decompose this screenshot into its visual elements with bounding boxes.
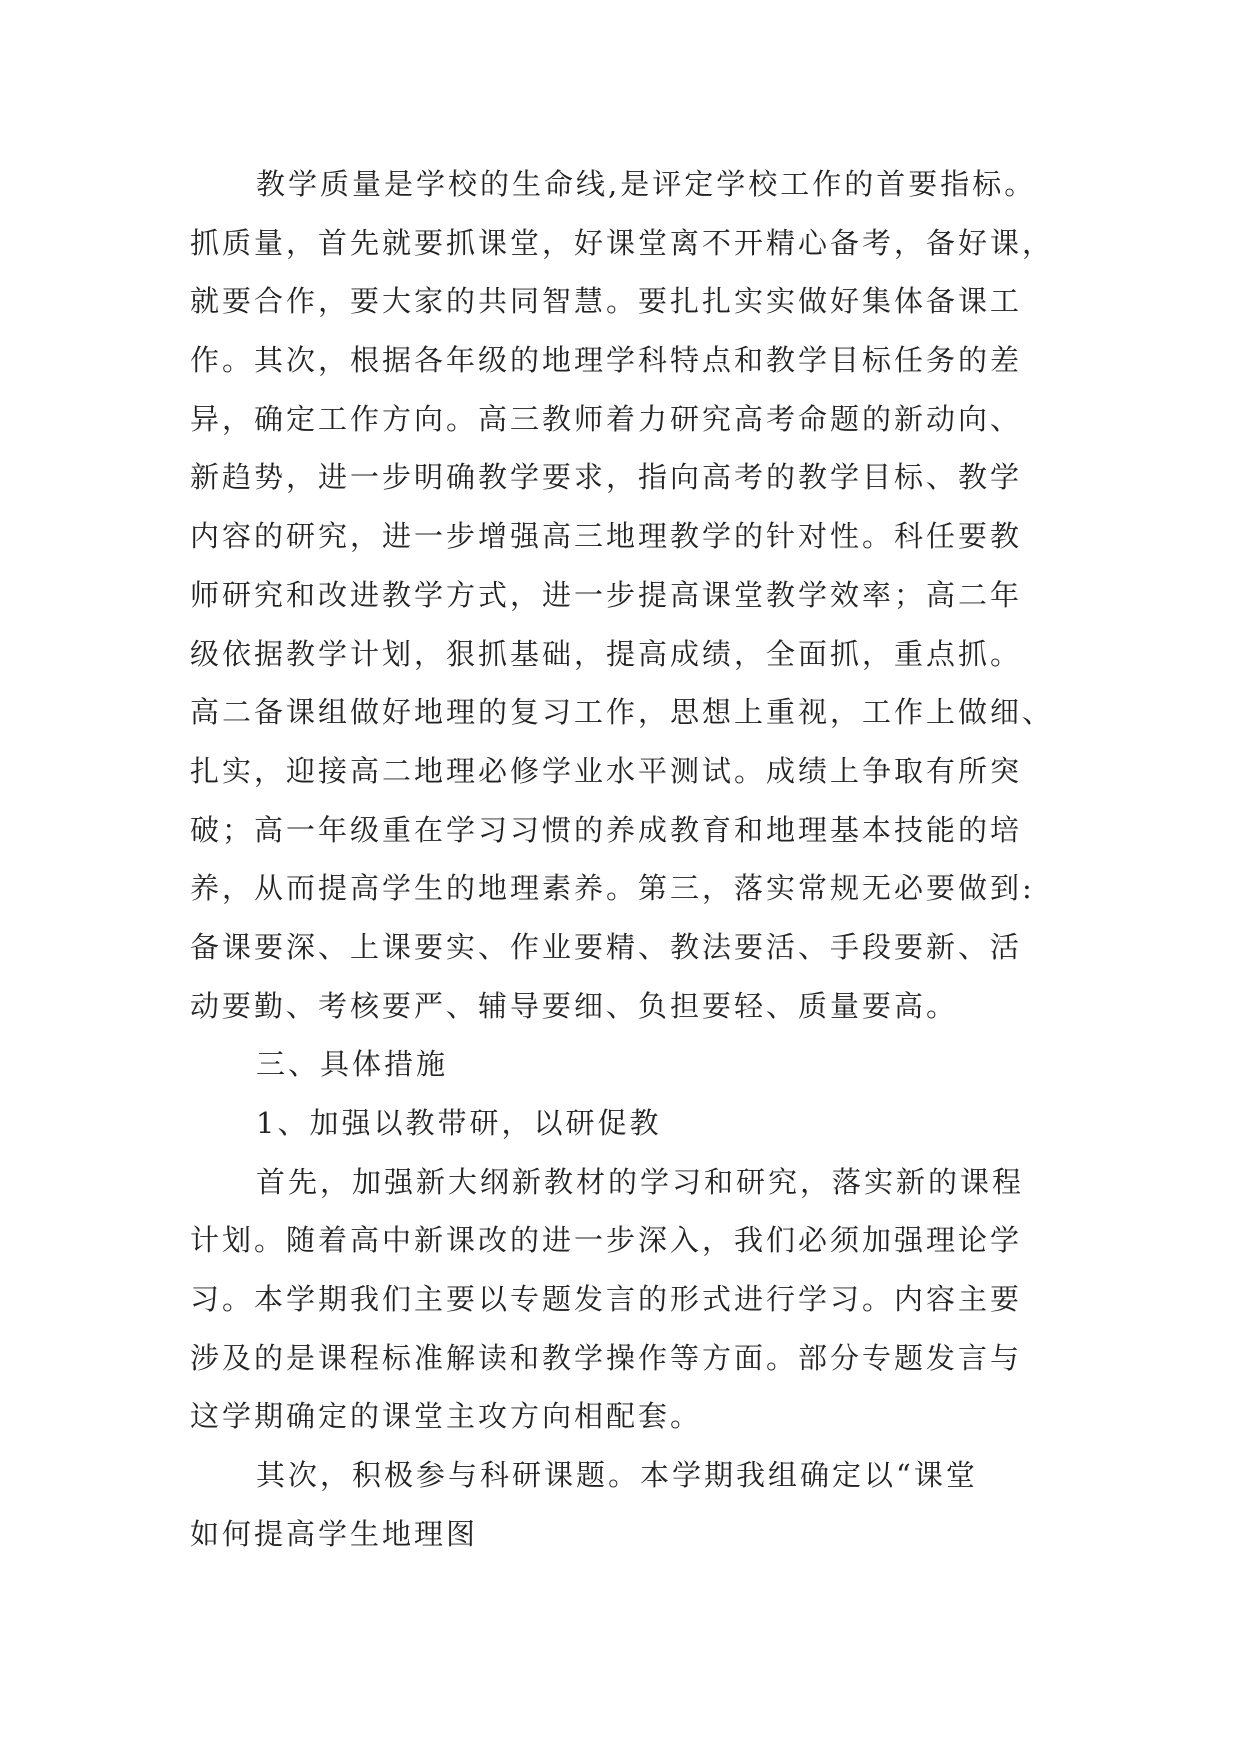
text-line: 首先，加强新大纲新教材的学习和研究，落实新的课程 [256, 1164, 1025, 1199]
text-line: 动要勤、考核要严、辅导要细、负担要轻、质量要高。 [190, 988, 959, 1023]
text-line: 如何提高学生地理图 [190, 1516, 479, 1551]
text-line: 内容的研究，进一步增强高三地理教学的针对性。科任要教 [190, 519, 1023, 554]
text-line: 高二备课组做好地理的复习工作，思想上重视，工作上做细、 [190, 695, 1055, 730]
text-line: 扎实，迎接高二地理必修学业水平测试。成绩上争取有所突 [190, 753, 1023, 788]
text-line: 作。其次，根据各年级的地理学科特点和教学目标任务的差 [190, 343, 1023, 378]
text-line: 涉及的是课程标准解读和教学操作等方面。部分专题发言与 [190, 1340, 1023, 1375]
text-line: 备课要深、上课要实、作业要精、教法要活、手段要新、活 [190, 929, 1023, 964]
text-line: 其次，积极参与科研课题。本学期我组确定以“课堂 [256, 1458, 978, 1493]
subsection-heading: 1、加强以教带研，以研促教 [256, 1106, 662, 1140]
document-body [190, 155, 1055, 1564]
text-line: 养，从而提高学生的地理素养。第三，落实常规无必要做到: [190, 871, 1035, 906]
text-line: 级依据教学计划，狠抓基础，提高成绩，全面抓，重点抓。 [190, 636, 1023, 671]
text-line: 新趋势，进一步明确教学要求，指向高考的教学目标、教学 [190, 460, 1023, 495]
text-line: 这学期确定的课堂主攻方向相配套。 [190, 1399, 703, 1434]
text-line: 异，确定工作方向。高三教师着力研究高考命题的新动向、 [190, 401, 1023, 436]
text-line: 就要合作，要大家的共同智慧。要扎扎实实做好集体备课工 [190, 284, 1023, 319]
text-line: 习。本学期我们主要以专题发言的形式进行学习。内容主要 [190, 1282, 1023, 1317]
text-line: 师研究和改进教学方式，进一步提高课堂教学效率；高二年 [190, 577, 1023, 612]
section-heading: 三、具体措施 [256, 1047, 449, 1082]
text-line: 破；高一年级重在学习习惯的养成教育和地理基本技能的培 [190, 812, 1023, 847]
text-line: 教学质量是学校的生命线,是评定学校工作的首要指标。 [256, 167, 1037, 201]
text-line: 抓质量，首先就要抓课堂，好课堂离不开精心备考，备好课， [190, 225, 1055, 260]
text-line: 计划。随着高中新课改的进一步深入，我们必须加强理论学 [190, 1223, 1023, 1258]
